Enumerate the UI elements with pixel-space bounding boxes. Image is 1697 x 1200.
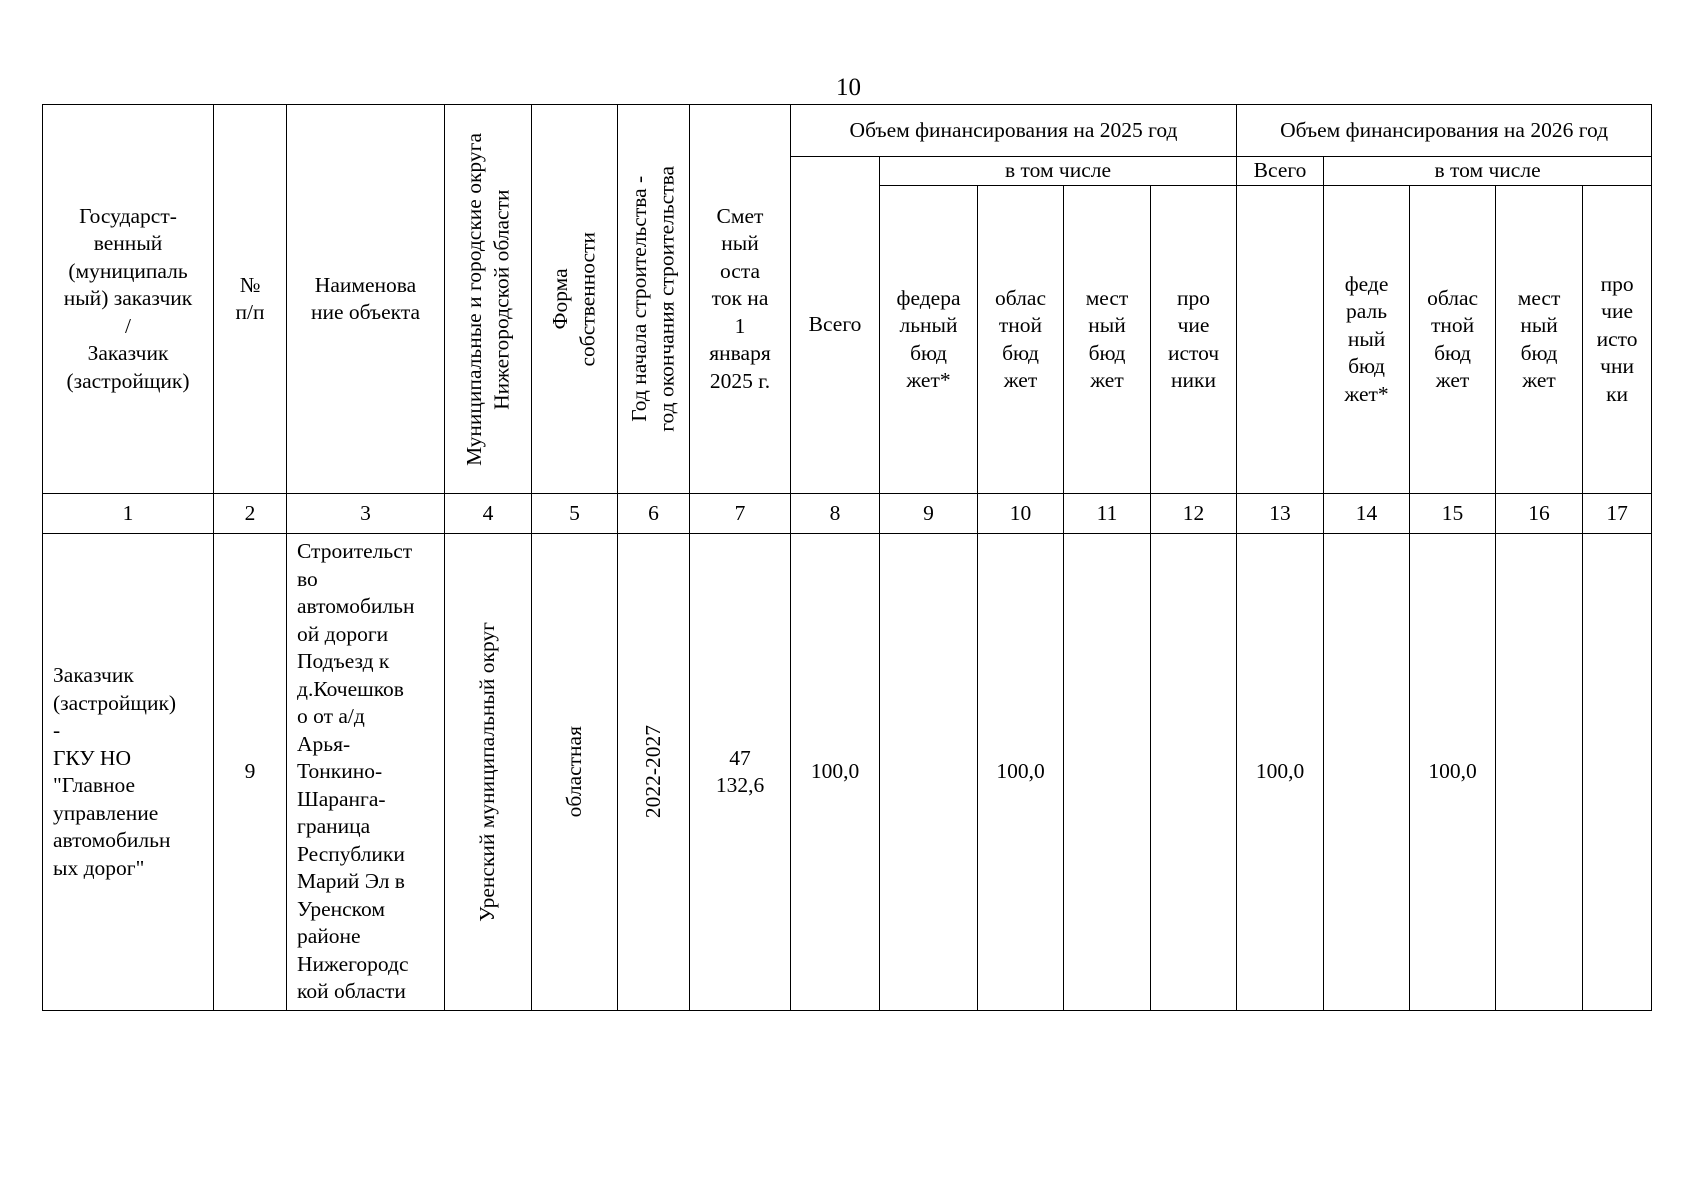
- column-number: 11: [1064, 494, 1151, 534]
- cell-district-text: Уренский муниципальный округ: [475, 622, 500, 922]
- header-other-2026: про чие исто чни ки: [1583, 186, 1652, 494]
- cell-district: [445, 534, 532, 1011]
- cell-object-name: Строительст во автомобильн ой дороги Подъезд к д.Кочешков о от а/д Арья- Тонкино- Шаранга- граница Республики Марий Эл в Уренском районе Нижегородс кой области: [287, 534, 445, 1011]
- cell-regional-2026: 100,0: [1410, 534, 1496, 1011]
- financing-table: [42, 104, 1652, 1011]
- cell-customer: Заказчик (застройщик) - ГКУ НО "Главное управление автомобильн ых дорог": [43, 534, 214, 1011]
- page-number: 10: [836, 74, 861, 101]
- header-customer: Государст- венный (муниципаль ный) заказчик / Заказчик (застройщик): [43, 105, 214, 494]
- column-number: 1: [43, 494, 214, 534]
- cell-federal-2025: [880, 534, 978, 1011]
- cell-other-2026: [1583, 534, 1652, 1011]
- header-number: № п/п: [214, 105, 287, 494]
- header-object-name: Наименова ние объекта: [287, 105, 445, 494]
- cell-years-text: 2022-2027: [640, 725, 665, 819]
- column-number: 15: [1410, 494, 1496, 534]
- cell-local-2026: [1496, 534, 1583, 1011]
- column-numbers-row: [43, 494, 1652, 534]
- header-years-text: Год начала строительства - год окончания строительства: [627, 166, 679, 432]
- column-number: 8: [791, 494, 880, 534]
- header-row-1: [43, 105, 1652, 157]
- header-ownership: [532, 105, 618, 494]
- table-row: [43, 534, 1652, 1011]
- column-number: 4: [445, 494, 532, 534]
- header-regional-2025: облас тной бюд жет: [978, 186, 1064, 494]
- column-number: 17: [1583, 494, 1652, 534]
- column-number: 12: [1151, 494, 1237, 534]
- column-number: 14: [1324, 494, 1410, 534]
- column-number: 7: [690, 494, 791, 534]
- header-total-2026-empty: [1237, 186, 1324, 494]
- column-number: 2: [214, 494, 287, 534]
- column-number: 9: [880, 494, 978, 534]
- cell-number: 9: [214, 534, 287, 1011]
- header-total-2025: Всего: [791, 157, 880, 494]
- header-financing-2025: Объем финансирования на 2025 год: [791, 105, 1237, 157]
- cell-total-2026: 100,0: [1237, 534, 1324, 1011]
- header-ownership-text: Форма собственности: [548, 231, 600, 367]
- header-districts-text: Муниципальные и городские округа Нижегородской области: [461, 132, 513, 466]
- cell-federal-2026: [1324, 534, 1410, 1011]
- header-regional-2026: облас тной бюд жет: [1410, 186, 1496, 494]
- header-local-2026: мест ный бюд жет: [1496, 186, 1583, 494]
- header-local-2025: мест ный бюд жет: [1064, 186, 1151, 494]
- header-districts: [445, 105, 532, 494]
- header-remaining: Смет ный оста ток на 1 января 2025 г.: [690, 105, 791, 494]
- header-federal-2026: феде раль ный бюд жет*: [1324, 186, 1410, 494]
- column-number: 3: [287, 494, 445, 534]
- header-other-2025: про чие источ ники: [1151, 186, 1237, 494]
- header-total-2026: Всего: [1237, 157, 1324, 186]
- cell-total-2025: 100,0: [791, 534, 880, 1011]
- cell-ownership: [532, 534, 618, 1011]
- cell-regional-2025: 100,0: [978, 534, 1064, 1011]
- column-number: 16: [1496, 494, 1583, 534]
- cell-local-2025: [1064, 534, 1151, 1011]
- header-financing-2026: Объем финансирования на 2026 год: [1237, 105, 1652, 157]
- header-including-2025: в том числе: [880, 157, 1237, 186]
- column-number: 5: [532, 494, 618, 534]
- cell-ownership-text: областная: [561, 726, 586, 818]
- cell-other-2025: [1151, 534, 1237, 1011]
- header-including-2026: в том числе: [1324, 157, 1652, 186]
- cell-years: [618, 534, 690, 1011]
- cell-remaining: 47 132,6: [690, 534, 791, 1011]
- column-number: 6: [618, 494, 690, 534]
- column-number: 10: [978, 494, 1064, 534]
- column-number: 13: [1237, 494, 1324, 534]
- header-federal-2025: федера льный бюд жет*: [880, 186, 978, 494]
- header-years: [618, 105, 690, 494]
